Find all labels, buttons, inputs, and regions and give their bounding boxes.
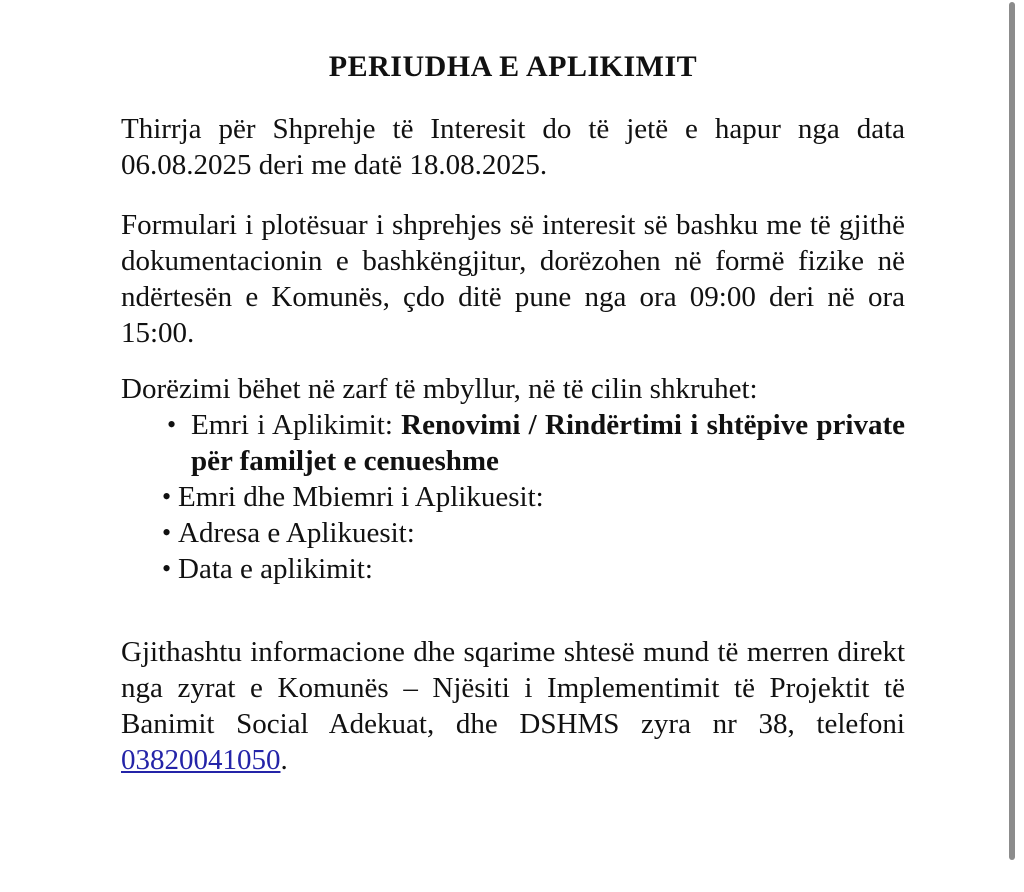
phone-number-link[interactable]: 03820041050 [121, 744, 281, 776]
list-item-application-date [121, 551, 905, 587]
contact-text-end: . [280, 744, 288, 776]
contact-text: Gjithashtu informacione dhe sqarime shtesë mund të merren direkt nga zyrat e Komunës – Njësiti i Implementimit të Projektit të Banimit Social Adekuat, dhe DSHMS zyra nr 38, telefoni [121, 636, 905, 740]
bullet-label: Adresa e Aplikuesit: [178, 517, 415, 549]
paragraph-application-period: Thirrja për Shprehje të Interesit do të jetë e hapur nga data 06.08.2025 deri me datë 18.08.2025. [121, 113, 905, 181]
vertical-scrollbar-thumb[interactable] [1009, 2, 1015, 860]
list-item-application-name [121, 407, 905, 479]
envelope-info-list [121, 407, 905, 587]
bullet-label: Emri i Aplikimit: [191, 409, 402, 441]
bullet-bold-value: Renovimi / Rindërtimi i shtëpive private për familjet e cenueshme [191, 409, 905, 477]
paragraph-form-submission: Formulari i plotësuar i shprehjes së interesit së bashku me të gjithë dokumentacionin e bashkëngjitur, dorëzohen në formë fizike në ndërtesën e Komunës, çdo ditë pune nga ora 09:00 deri në ora 15:00. [121, 209, 905, 349]
bullet-label: Emri dhe Mbiemri i Aplikuesit: [178, 481, 544, 513]
paragraph-envelope-intro: Dorëzimi bëhet në zarf të mbyllur, në të cilin shkruhet: [121, 373, 758, 405]
paragraph-contact-info [121, 634, 905, 778]
bullet-label: Data e aplikimit: [178, 553, 373, 585]
list-item-applicant-name [121, 479, 905, 515]
document-title: PERIUDHA E APLIKIMIT [328, 50, 698, 83]
list-item-applicant-address [121, 515, 905, 551]
